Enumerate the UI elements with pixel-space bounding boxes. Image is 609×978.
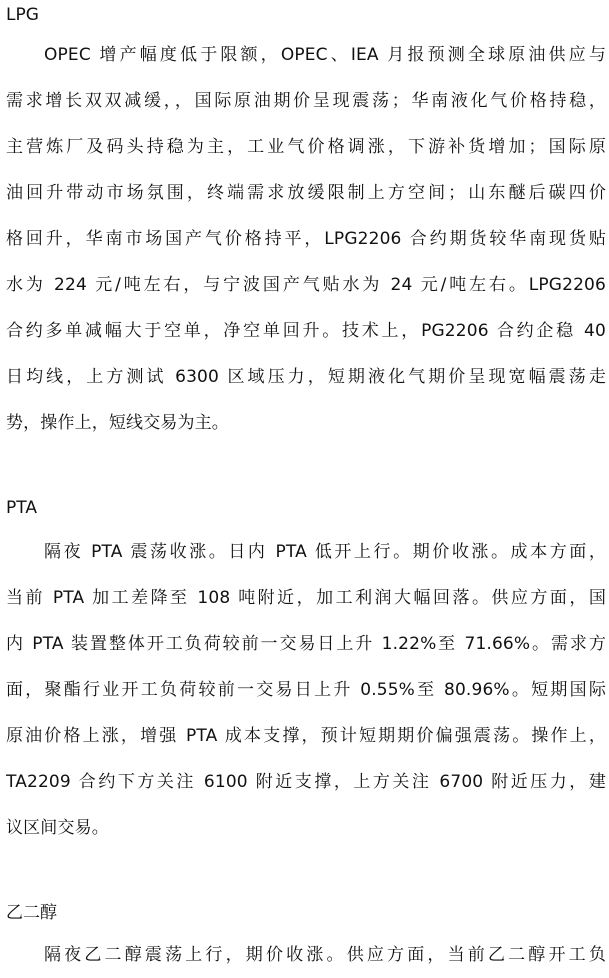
text-line: 需求增长双双减缓，，国际原油期价呈现震荡；华南液化气价格持稳， [6,91,606,111]
text-line: 日均线，上方测试 6300 区域压力，短期液化气期价呈现宽幅震荡走 [6,367,606,387]
paragraph-ethylene-glycol [6,932,606,978]
text-line: 合约多单减幅大于空单，净空单回升。技术上，PG2206 合约企稳 40 [6,321,606,341]
text-line: 原油价格上涨，增强 PTA 成本支撑，预计短期期价偏强震荡。操作上， [6,726,606,746]
text-line: 主营炼厂及码头持稳为主，工业气价格调涨，下游补货增加；国际原 [6,137,606,157]
text-line: 水为 224 元/吨左右，与宁波国产气贴水为 24 元/吨左右。LPG2206 [6,275,606,295]
text-line: 势，操作上，短线交易为主。 [6,413,229,433]
text-line: 格回升，华南市场国产气价格持平，LPG2206 合约期货较华南现货贴 [6,229,606,249]
paragraph-pta [6,529,606,851]
text-line: 面，聚酯行业开工负荷较前一交易日上升 0.55%至 80.96%。短期国际 [6,680,606,700]
section-title-lpg: LPG [6,5,39,25]
section-title-pta: PTA [6,498,37,518]
text-line: 内 PTA 装置整体开工负荷较前一交易日上升 1.22%至 71.66%。需求方 [6,634,606,654]
text-line: 隔夜乙二醇震荡上行，期价收涨。供应方面，当前乙二醇开工负 [44,945,606,965]
text-line: 议区间交易。 [6,818,109,838]
text-line: TA2209 合约下方关注 6100 附近支撑，上方关注 6700 附近压力，建 [6,772,606,792]
text-line: 油回升带动市场氛围，终端需求放缓限制上方空间；山东醚后碳四价 [6,183,606,203]
text-line: 当前 PTA 加工差降至 108 吨附近，加工利润大幅回落。供应方面，国 [6,588,606,608]
section-title-ethylene-glycol: 乙二醇 [6,903,57,923]
text-line: OPEC 增产幅度低于限额，OPEC、IEA 月报预测全球原油供应与 [44,45,606,65]
text-line: 隔夜 PTA 震荡收涨。日内 PTA 低开上行。期价收涨。成本方面， [44,542,606,562]
paragraph-lpg [6,32,606,446]
